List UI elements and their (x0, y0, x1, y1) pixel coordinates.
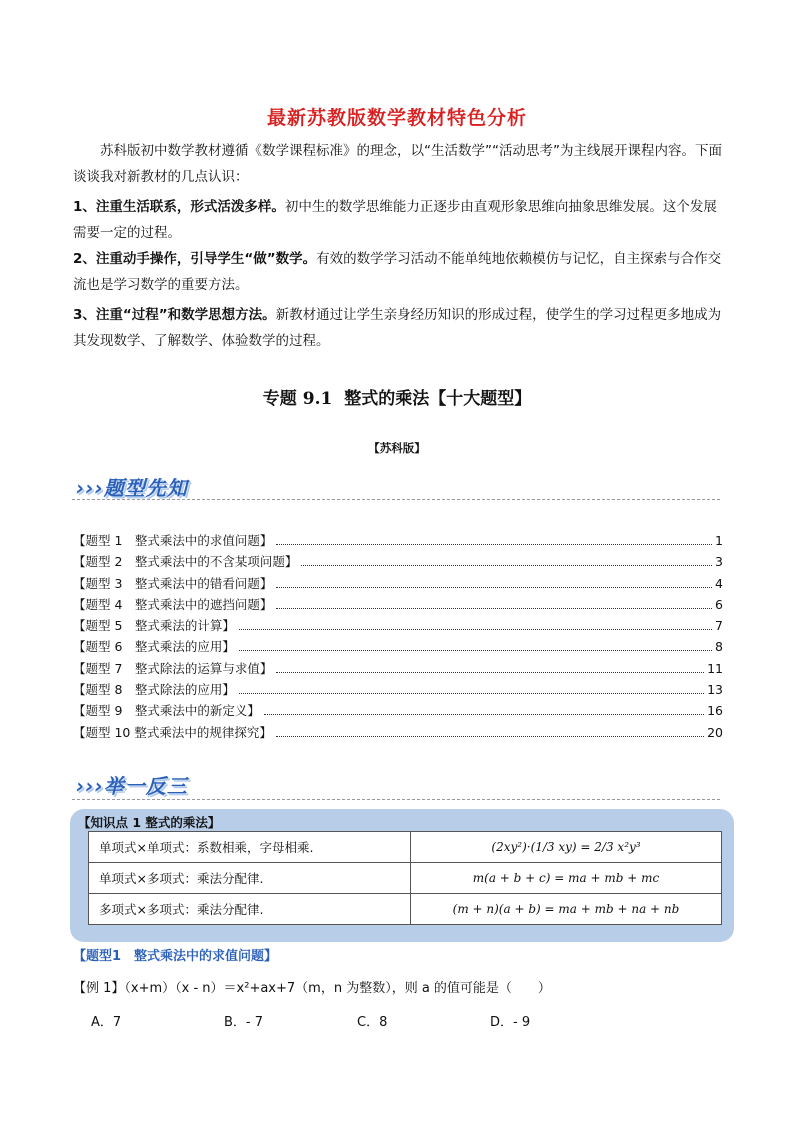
intro-point-3 (73, 302, 725, 354)
intro-point-2 (73, 246, 725, 298)
divider (72, 799, 720, 800)
topic-title (0, 384, 794, 409)
intro-point-2-text: 有效的数学学习活动不能单纯地依赖模仿与记忆，自主探索与合作交流也是学习数学的重要方法。 (73, 251, 722, 293)
knowledge-title: 【知识点 1 整式的乘法】 (78, 815, 221, 830)
toc-item-page: 7 (715, 618, 723, 634)
rule-cell: 单项式×单项式：系数相乘，字母相乘. (89, 832, 411, 863)
toc-leader (301, 565, 712, 566)
section-heading-preview: ›››题型先知 (76, 476, 188, 500)
divider (72, 499, 720, 500)
rule-cell: 多项式×多项式：乘法分配律. (89, 894, 411, 925)
table-row (89, 894, 722, 925)
toc-item-page: 20 (707, 724, 723, 740)
toc-item-page: 3 (715, 554, 723, 570)
option-b[interactable]: B．- 7 (224, 1015, 264, 1030)
knowledge-table (88, 831, 722, 925)
option-a[interactable]: A．7 (91, 1015, 122, 1030)
intro-point-1 (73, 194, 725, 246)
knowledge-box (70, 809, 734, 942)
intro-point-3-bold: 3、注重“过程”和数学思想方法。 (73, 307, 276, 323)
toc-item-page: 16 (707, 703, 723, 719)
intro-point-2-bold: 2、注重动手操作，引导学生“做”数学。 (73, 251, 317, 267)
toc-leader (276, 672, 704, 673)
option-d[interactable]: D．- 9 (490, 1015, 531, 1030)
toc-item[interactable] (73, 552, 723, 573)
toc-leader (276, 608, 712, 609)
toc-item-label: 【题型 7 整式除法的运算与求值】 (73, 660, 273, 676)
answer-options (91, 1011, 651, 1030)
toc-item[interactable] (73, 531, 723, 552)
toc-leader (239, 650, 712, 651)
toc-item-page: 4 (715, 575, 723, 591)
topic-number: 9.1 (302, 389, 333, 409)
edition-label: 【苏科版】 (368, 441, 426, 455)
rule-cell: 单项式×多项式：乘法分配律. (89, 863, 411, 894)
toc-item[interactable] (73, 637, 723, 658)
table-of-contents (73, 531, 723, 744)
toc-item-label: 【题型 5 整式乘法的计算】 (73, 618, 235, 634)
toc-item-label: 【题型 1 整式乘法中的求值问题】 (73, 533, 273, 548)
toc-item[interactable] (73, 616, 723, 637)
toc-leader (276, 544, 712, 545)
toc-item-label: 【题型 6 整式乘法的应用】 (73, 639, 235, 655)
toc-item-page: 1 (715, 533, 723, 548)
formula-cell: (m + n)(a + b) = ma + mb + na + nb (411, 894, 722, 925)
toc-item-page: 11 (707, 660, 723, 676)
intro-point-1-bold: 1、注重生活联系，形式活泼多样。 (73, 199, 285, 215)
toc-item[interactable] (73, 680, 723, 701)
toc-item[interactable] (73, 701, 723, 722)
toc-item[interactable] (73, 595, 723, 616)
toc-item-page: 6 (715, 596, 723, 612)
option-c[interactable]: C．8 (357, 1015, 388, 1030)
formula-cell: (2xy²)·(1/3 xy) = 2/3 x²y³ (411, 832, 722, 863)
toc-item-page: 8 (715, 639, 723, 655)
toc-leader (239, 629, 712, 630)
toc-leader (264, 714, 704, 715)
toc-item-label: 【题型 8 整式除法的应用】 (73, 682, 235, 698)
toc-item-label: 【题型 2 整式乘法中的不含某项问题】 (73, 554, 298, 570)
toc-item-label: 【题型 3 整式乘法中的错看问题】 (73, 575, 273, 591)
topic-prefix: 专题 (262, 389, 297, 409)
toc-item[interactable] (73, 659, 723, 680)
intro-point-3-text: 新教材通过让学生亲身经历知识的形成过程，使学生的学习过程更多地成为其发现数学、了解数学、体验数学的过程。 (73, 307, 722, 349)
toc-item[interactable] (73, 574, 723, 595)
toc-leader (276, 587, 712, 588)
toc-item-label: 【题型 10 整式乘法中的规律探究】 (73, 724, 272, 740)
page-title: 最新苏教版数学教材特色分析 (266, 107, 527, 129)
question-type-title: 【题型1 整式乘法中的求值问题】 (73, 949, 278, 964)
toc-leader (239, 693, 704, 694)
toc-item-label: 【题型 4 整式乘法中的遮挡问题】 (73, 596, 273, 612)
topic-name: 整式的乘法【十大题型】 (344, 389, 532, 409)
table-row (89, 832, 722, 863)
intro-point-1-text: 初中生的数学思维能力正逐步由直观形象思维向抽象思维发展。这个发展需要一定的过程。 (73, 199, 717, 241)
toc-item-label: 【题型 9 整式乘法中的新定义】 (73, 703, 260, 719)
intro-paragraph: 苏科版初中数学教材遵循《数学课程标准》的理念，以“生活数学”“活动思考”为主线展开课程内容。下面谈谈我对新教材的几点认识： (73, 143, 722, 185)
example-question: 【例 1】（x+m）（x - n）＝x²+ax+7（m，n 为整数），则 a 的值可能是（ ） (73, 981, 551, 996)
toc-leader (276, 736, 704, 737)
section-heading-practice: ›››举一反三 (76, 774, 188, 798)
formula-cell: m(a + b + c) = ma + mb + mc (411, 863, 722, 894)
table-row (89, 863, 722, 894)
toc-item-page: 13 (707, 682, 723, 698)
toc-item[interactable] (73, 723, 723, 744)
